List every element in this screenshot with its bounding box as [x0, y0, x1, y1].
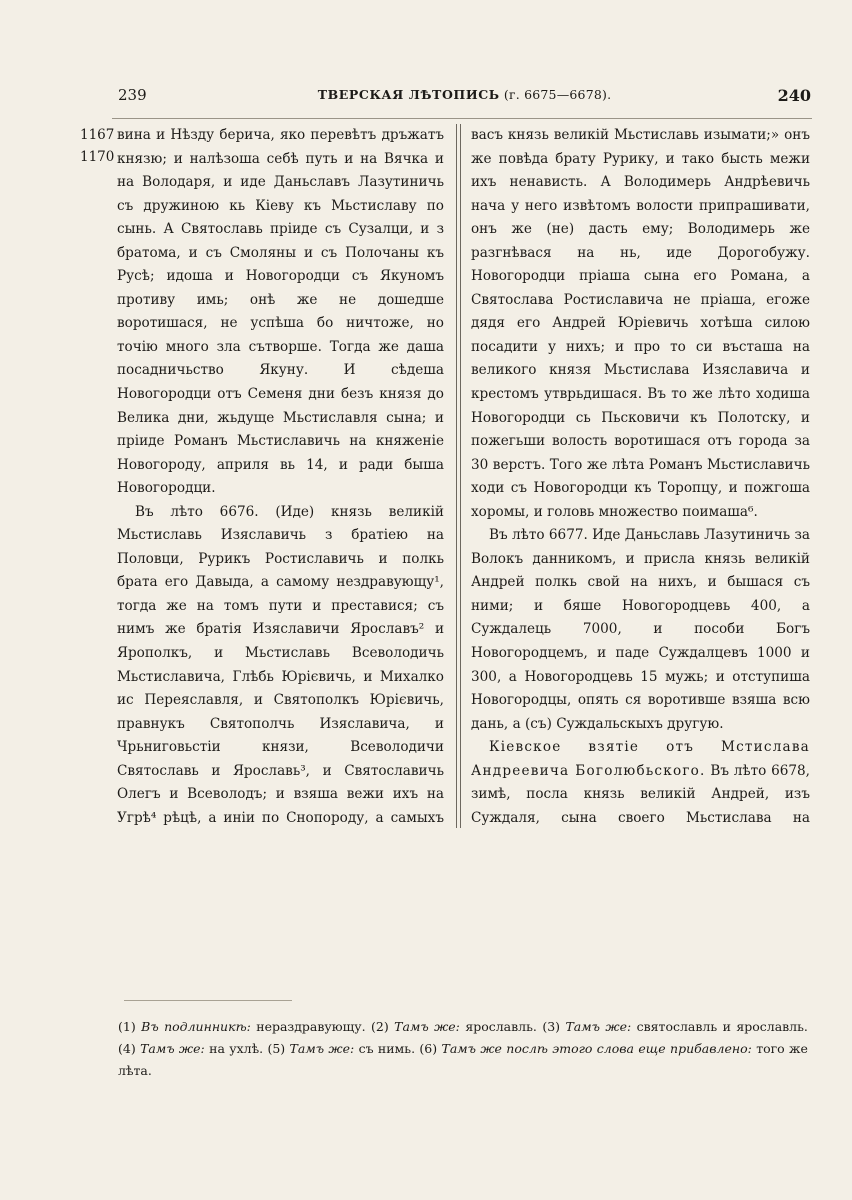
- margin-year: 1167: [80, 127, 115, 143]
- footnote-rule: [124, 1000, 292, 1001]
- running-title: [118, 87, 811, 102]
- footnotes: [118, 1016, 808, 1082]
- margin-year: 1170: [80, 149, 115, 165]
- section-heading: Кіевское взятіе отъ Мстислава Андреевича Боголюбьского.: [471, 739, 810, 779]
- footnote: (5) Тамъ же: съ нимь.: [267, 1041, 416, 1056]
- paragraph: Въ лѣто 6676. (Иде) князь великій Мьстиславь Изяславичь з братіею на Половци, Рурикъ Ростиславичь и полкь брата его Давыда, а самому нездравующу¹, тогда же на томъ пути и преставися; съ нимъ же братія Изяславичи Ярославъ² и Ярополкъ, и Мьстиславь Всеволодичь Мьстиславича, Глѣбь Юрієвичь, и Михалко ис Переяславля, и Святополкъ Юрієвичь, правнукъ Святополчь Изяславича, и Чрьниговьстіи князи, Всеволодичи Святославь и Ярославь³, и Святославичь Олегъ и Всеволодъ; и взяша вежи ихъ на Угрѣ⁴ рѣцѣ, а иніи по Снопороду, а самыхъ: [117, 503, 444, 826]
- margin-years: [80, 124, 114, 168]
- footnote: (6) Тамъ же послѣ этого слова еще прибавлено: того же лѣта.: [118, 1041, 808, 1078]
- paragraph-with-heading: [471, 736, 810, 830]
- page-header: [118, 86, 811, 112]
- column-divider: [456, 124, 457, 828]
- paragraph: вина и Нѣзду берича, яко перевѣтъ дръжатъ князю; и налѣзоша себѣ путь и на Вячка и на Володаря, и иде Даньславъ Лазутиничь съ дружиною кь Кіеву къ Мьстиславу по сынь. А Святославь пріиде съ Сузалци, и з братома, и съ Смоляны и съ Полочаны къ Русѣ; идоша и Новогородци съ Якуномъ противу имь; онѣ же не дошедше воротишася, не успѣша бо ничтоже, но точію много зла сътворше. Тогда же даша посадничьство Якуну. И сѣдеша Новогородци отъ Семеня дни безъ князя до Велика дни, жьдуще Мьстиславля сына; и пріиде Романъ Мьстиславичь на княженіе Новогороду, априля вь 14, и ради быша Новогородци.: [117, 127, 444, 497]
- footnote: (1) Въ подлинникѣ: нераздравующу.: [118, 1019, 366, 1034]
- header-rule: [112, 118, 812, 119]
- column-divider: [460, 124, 461, 828]
- paragraph: васъ князь великій Мьстиславь изымати;» онъ же повѣда брату Рурику, и тако бысть межи ихъ ненависть. А Володимерь Андрѣевичь нача у него извѣтомъ волости припрашивати, онъ же (не) дасть ему; Володимерь же разгнѣвася на нь, иде Дорогобужу. Новогородци пріаша сына его Романа, а Святослава Ростиславича не пріаша, егоже дядя его Андрей Юріевичь хотѣша силою посадити у нихъ; и про то си въсташа на великого князя Мьстислава Изяславича и крестомъ утврьдишася. Въ то же лѣто ходиша Новогородци сь Пьсковичи къ Полотску, и пожегьши волость воротишася отъ города за 30 верстъ. Того же лѣта Романъ Мьстиславичь ходи съ Новогородци къ Торопцу, и пожгоша хоромы, и головь множество поимаша⁶.: [471, 127, 810, 520]
- left-column: [117, 124, 444, 830]
- chronicle-title: ТВЕРСКАЯ ЛѢТОПИСЬ: [317, 87, 500, 102]
- footnote: (2) Тамъ же: ярославль.: [371, 1019, 537, 1034]
- paragraph: Въ лѣто 6677. Иде Даньславь Лазутиничь за Волокъ данникомъ, и присла князь великій Андрей полкь свой на нихъ, и бышася съ ними; и бяше Новогородцевь 400, а Суждалець 7000, и пособи Богъ Новогородцемъ, и паде Суждалцевъ 1000 и 300, а Новогородцевь 15 мужь; и отступиша Новогородцы, опять ся воротивше взяша всю дань, а (съ) Суждальскыхъ другую.: [471, 527, 810, 732]
- page-number-left: 239: [118, 86, 147, 104]
- paragraph-text: Въ лѣто 6678, зимѣ, посла князь великій Андрей, изъ Суждаля, сына своего Мьстислава на: [471, 762, 810, 826]
- right-column: [471, 124, 810, 830]
- footnote: (3) Тамъ же: святославль и ярославль.: [542, 1019, 808, 1034]
- year-range: (г. 6675—6678).: [503, 87, 612, 102]
- page-number-right: 240: [777, 86, 811, 105]
- footnote: (4) Тамъ же: на ухлѣ.: [118, 1041, 264, 1056]
